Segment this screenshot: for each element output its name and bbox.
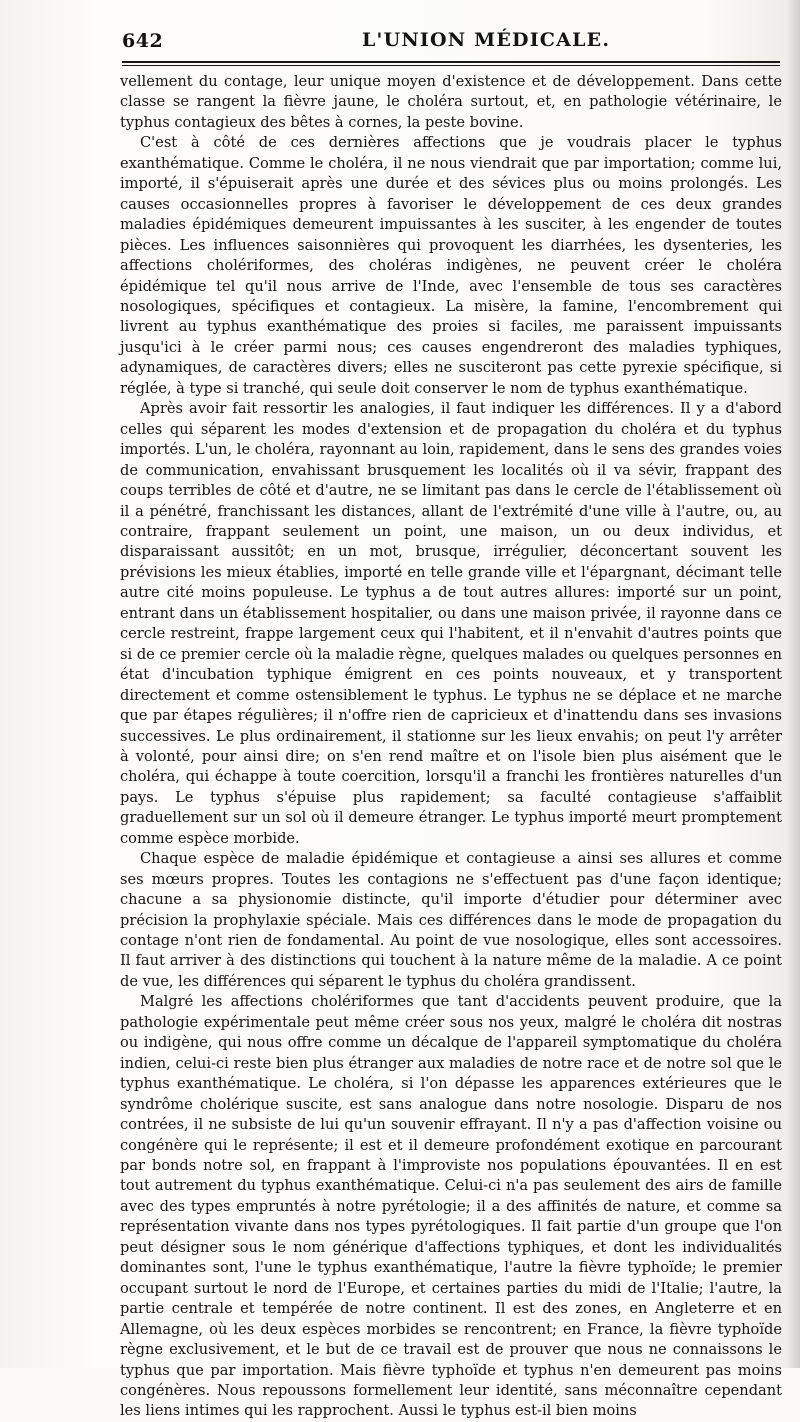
binding-shadow bbox=[786, 0, 800, 1368]
running-title: L'UNION MÉDICALE. bbox=[362, 29, 611, 51]
paragraph: C'est à côté de ces dernières affections que je voudrais placer le typhus exanthématique. Comme le choléra, il ne nous viendrait que par importation; comme lui, importé, il s'épuiserait après une durée et des sévices plus ou moins prolongés. Les causes occasionnelles propres à favoriser le développement de ces deux grandes maladies épidémiques demeurent impuissantes à les susciter, à les engender de toutes pièces. Les influences saisonnières qui provoquent les diarrhées, les dysenteries, les affections cholériformes, des choléras indigènes, ne peuvent créer le choléra épidémique tel qu'il nous arrive de l'Inde, avec l'ensemble de tous ses caractères nosologiques, spécifiques et contagieux. La misère, la famine, l'encombrement qui livrent au typhus exanthématique des proies si faciles, me paraissent impuissants jusqu'ici à le créer parmi nous; ces causes engendreront des maladies typhiques, adynamiques, de caractères divers; elles ne susciteront pas cette pyrexie spécifique, si réglée, à type si tranché, qui seule doit conserver le nom de typhus exanthématique. bbox=[120, 134, 782, 397]
page-header bbox=[122, 20, 780, 60]
paragraph: Malgré les affections cholériformes que tant d'accidents peuvent produire, que la pathologie expérimentale peut même créer sous nos yeux, malgré le choléra dit nostras ou indigène, qui nous offre comme un décalque de l'appareil symptomatique du choléra indien, celui-ci reste bien plus étranger aux maladies de notre race et de notre sol que le typhus exanthématique. Le choléra, si l'on dépasse les apparences extérieures que le syndrôme cholérique suscite, est sans analogue dans notre nosologie. Disparu de nos contrées, il ne subsiste de lui qu'un souvenir effrayant. Il n'y a pas d'affection voisine ou congénère qui le représente; il est et il demeure profondément exotique en parcourant par bonds notre sol, en frappant à l'improviste nos populations épouvantées. Il en est tout autrement du typhus exanthématique. Celui-ci n'a pas seulement des airs de famille avec des types empruntés à notre pyrétologie; il a des affinités de nature, et comme sa représentation vivante dans nos types pyrétologiques. Il fait partie d'un groupe que l'on peut désigner sous le nom générique d'affections typhiques, et dont les individualités dominantes sont, l'une le typhus exanthématique, l'autre la fièvre typhoïde; le premier occupant surtout le nord de l'Europe, et certaines parties du midi de l'Italie; l'autre, la partie centrale et tempérée de notre continent. Il est des zones, en Angleterre et en Allemagne, où les deux espèces morbides se rencontrent; en France, la fièvre typhoïde règne exclusivement, et le but de ce travail est de prouver que nous ne connaissons le typhus que par importation. Mais fièvre typhoïde et typhus n'en demeurent pas moins congénères. Nous repoussons formellement leur identité, sans méconnaître cependant les liens intimes qui les rapprochent. Aussi le typhus est-il bien moins bbox=[120, 993, 782, 1420]
page-number: 642 bbox=[122, 30, 164, 52]
article-body bbox=[120, 72, 782, 1422]
paragraph: Après avoir fait ressortir les analogies, il faut indiquer les différences. Il y a d'abord celles qui séparent les modes d'extension et de propagation du choléra et du typhus importés. L'un, le choléra, rayonnant au loin, rapidement, dans le sens des grandes voies de communication, envahissant brusquement les localités où il va sévir, frappant des coups terribles de côté et d'autre, ne se limitant pas dans le cercle de l'établissement où il a pénétré, franchissant les distances, allant de l'extrémité d'une ville à l'autre, ou, au contraire, frappant seulement un point, une maison, un ou deux individus, et disparaissant aussitôt; en un mot, brusque, irrégulier, déconcertant souvent les prévisions les mieux établies, importé en telle grande ville et l'épargnant, décimant telle autre cité moins populeuse. Le typhus a de tout autres allures: importé sur un point, entrant dans un établissement hospitalier, ou dans une maison privée, il rayonne dans ce cercle restreint, frappe largement ceux qui l'habitent, et il n'envahit d'autres points que si de ce premier cercle où la maladie règne, quelques malades ou quelques personnes en état d'incubation typhique émigrent en ces points nouveaux, et y transportent directement et comme ostensiblement le typhus. Le typhus ne se déplace et ne marche que par étapes régulières; il n'offre rien de capricieux et d'inattendu dans ses invasions successives. Le plus ordinairement, il stationne sur les lieux envahis; on peut l'y arrêter à volonté, pour ainsi dire; on s'en rend maître et on l'isole bien plus aisément que le choléra, qui échappe à toute coercition, lorsqu'il a franchi les frontières naturelles d'un pays. Le typhus s'épuise plus rapidement; sa faculté contagieuse s'affaiblit graduellement sur un sol où il demeure étranger. Le typhus importé meurt promptement comme espèce morbide. bbox=[120, 400, 782, 847]
paragraph-continued: vellement du contage, leur unique moyen d'existence et de développement. Dans cette classe se rangent la fièvre jaune, le choléra surtout, et, en pathologie vétérinaire, le typhus contagieux des bêtes à cornes, la peste bovine. bbox=[120, 73, 782, 131]
paragraph: Chaque espèce de maladie épidémique et contagieuse a ainsi ses allures et comme ses mœurs propres. Toutes les contagions ne s'effectuent pas d'une façon identique; chacune a sa physionomie distincte, qu'il importe d'étudier pour déterminer avec précision la prophylaxie spéciale. Mais ces différences dans le mode de propagation du contage n'ont rien de fondamental. Au point de vue nosologique, elles sont accessoires. Il faut arriver à des distinctions qui touchent à la nature même de la maladie. A ce point de vue, les différences qui séparent le typhus du choléra grandissent. bbox=[120, 850, 782, 990]
header-rule bbox=[122, 61, 780, 63]
header-rule-thin bbox=[122, 65, 780, 66]
